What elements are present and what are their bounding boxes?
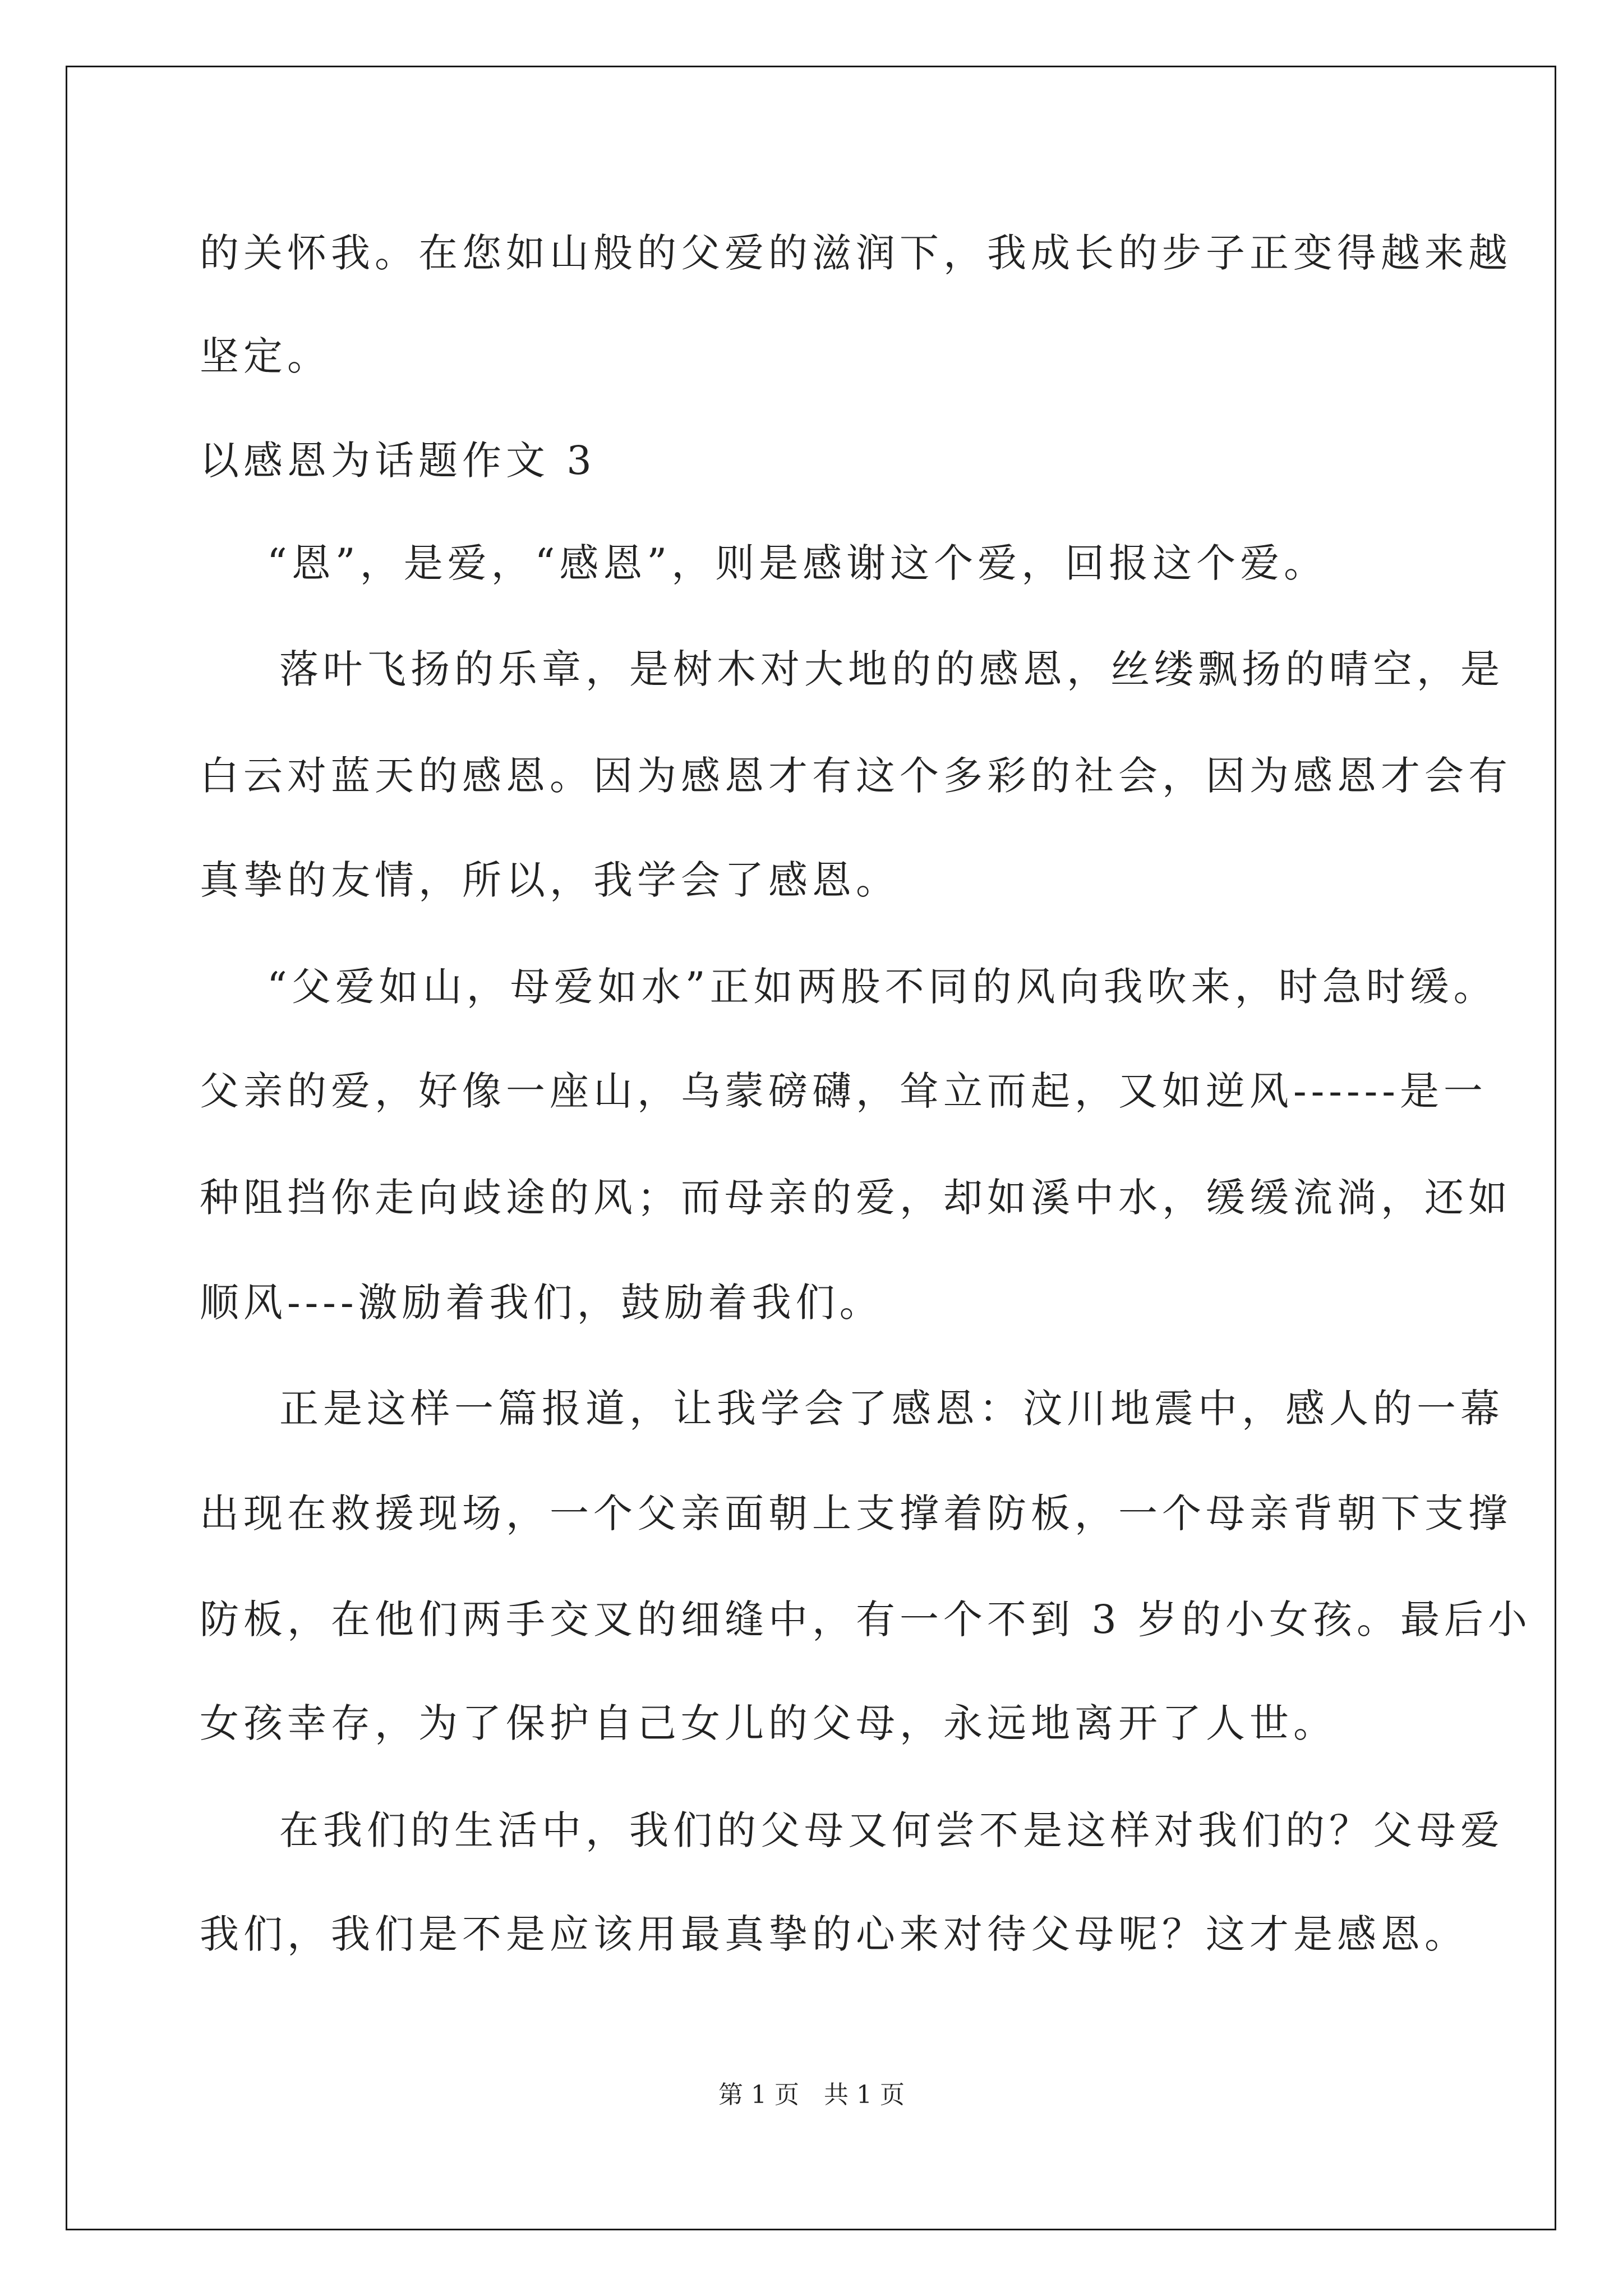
text-line: 的关怀我。在您如山般的父爱的滋润下，我成长的步子正变得越来越 bbox=[200, 230, 1512, 276]
text-line: 正是这样一篇报道，让我学会了感恩：汶川地震中，感人的一幕 bbox=[279, 1386, 1504, 1432]
text-line: 落叶飞扬的乐章，是树木对大地的的感恩，丝缕飘扬的晴空，是 bbox=[279, 646, 1504, 692]
text-line: 出现在救援现场，一个父亲面朝上支撑着防板，一个母亲背朝下支撑 bbox=[200, 1490, 1512, 1536]
text-line: 父亲的爱，好像一座山，乌蒙磅礴，耸立而起，又如逆风------是一 bbox=[200, 1068, 1487, 1114]
text-line: 种阻挡你走向歧途的风；而母亲的爱，却如溪中水，缓缓流淌，还如 bbox=[200, 1175, 1512, 1221]
text-line: 女孩幸存，为了保护自己女儿的父母，永远地离开了人世。 bbox=[200, 1700, 1337, 1746]
text-line: 真挚的友情，所以，我学会了感恩。 bbox=[200, 857, 900, 903]
text-line: 防板，在他们两手交叉的细缝中，有一个不到 3 岁的小女孩。最后小 bbox=[200, 1596, 1532, 1642]
text-line: 我们，我们是不是应该用最真挚的心来对待父母呢？这才是感恩。 bbox=[200, 1911, 1468, 1957]
section-heading: 以感恩为话题作文 3 bbox=[200, 438, 596, 484]
text-line: 顺风----激励着我们，鼓励着我们。 bbox=[200, 1280, 883, 1326]
text-line: “父爱如山，母爱如水”正如两股不同的风向我吹来，时急时缓。 bbox=[267, 964, 1497, 1010]
text-line: “恩”，是爱，“感恩”，则是感谢这个爱，回报这个爱。 bbox=[267, 540, 1328, 586]
text-line: 坚定。 bbox=[200, 333, 331, 379]
text-line: 在我们的生活中，我们的父母又何尝不是这样对我们的？父母爱 bbox=[279, 1807, 1504, 1853]
page-number-footer: 第 1 页 共 1 页 bbox=[718, 2081, 905, 2109]
text-line: 白云对蓝天的感恩。因为感恩才有这个多彩的社会，因为感恩才会有 bbox=[200, 753, 1512, 799]
